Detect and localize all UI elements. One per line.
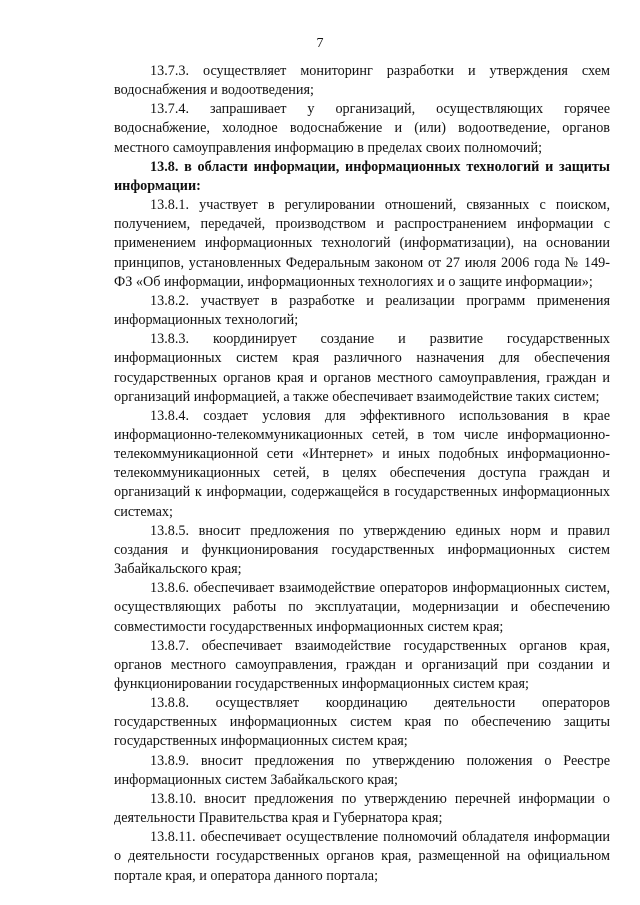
paragraph-13-8-1: 13.8.1. участвует в регулировании отношений, связанных с поиском, получением, передачей, производством и распространением информации с применением информационных технологий (информатизации), на основании принципов, установленных Федеральным законом от 27 июля 2006 года № 149-ФЗ «Об информации, информационных технологиях и о защите информации»; — [114, 197, 610, 290]
paragraph-13-8-11: 13.8.11. обеспечивает осуществление полномочий обладателя информации о деятельности государственных органов края, размещенной на официальном портале края, и оператора данного портала; — [114, 829, 610, 884]
document-body — [114, 62, 610, 886]
paragraph-13-8-10: 13.8.10. вносит предложения по утверждению перечней информации о деятельности Правительства края и Губернатора края; — [114, 790, 610, 827]
paragraph-13-8-9: 13.8.9. вносит предложения по утверждению положения о Реестре информационных систем Забайкальского края; — [114, 752, 610, 788]
paragraph-13-8-5: 13.8.5. вносит предложения по утверждению единых норм и правил создания и функционирования государственных информационных систем Забайкальского края; — [114, 522, 610, 578]
paragraph-13-8-3: 13.8.3. координирует создание и развитие государственных информационных систем края различного назначения для обеспечения государственных органов края и органов местного самоуправления, граждан и организаций информацией, а также обеспечивает взаимодействие таких систем; — [114, 331, 610, 405]
paragraph-13-7-4: 13.7.4. запрашивает у организаций, осуществляющих горячее водоснабжение, холодное водоснабжение и (или) водоотведение, органов местного самоуправления информацию в пределах своих полномочий; — [114, 101, 610, 156]
paragraph-13-8-8: 13.8.8. осуществляет координацию деятельности операторов государственных информационных систем края по обеспечению защиты государственных информационных систем края; — [114, 695, 610, 750]
paragraph-13-8-7: 13.8.7. обеспечивает взаимодействие государственных органов края, органов местного самоуправления, граждан и организаций при создании и функционировании государственных информационных систем края; — [114, 637, 610, 692]
paragraph-13-8-6: 13.8.6. обеспечивает взаимодействие операторов информационных систем, осуществляющих работы по эксплуатации, модернизации и обеспечению совместимости государственных информационных систем края; — [114, 580, 610, 635]
paragraph-13-7-3: 13.7.3. осуществляет мониторинг разработки и утверждения схем водоснабжения и водоотведения; — [114, 63, 610, 99]
section-heading-13-8: 13.8. в области информации, информационных технологий и защиты информации: — [114, 158, 610, 194]
paragraph-13-8-4: 13.8.4. создает условия для эффективного использования в крае информационно-телекоммуникационных сетей, в том числе информационно-телекоммуникационной сети «Интернет» и иных подобных информационно-телекоммуникационных сетей, в целях обеспечения доступа граждан и организаций к информации, содержащейся в государственных информационных системах; — [114, 407, 610, 520]
paragraph-13-8-2: 13.8.2. участвует в разработке и реализации программ применения информационных технологий; — [114, 292, 610, 329]
page-number: 7 — [316, 36, 324, 51]
